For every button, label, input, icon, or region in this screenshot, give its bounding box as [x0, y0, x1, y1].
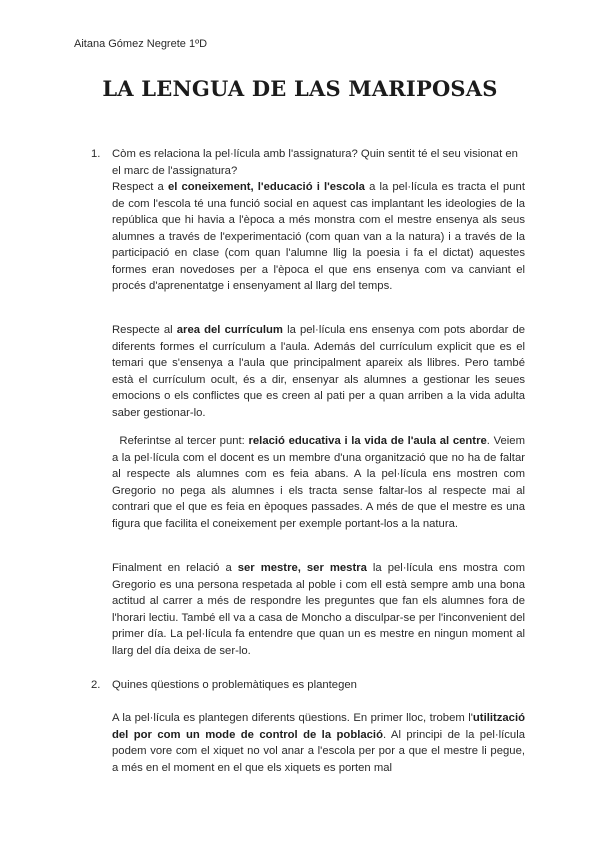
paragraph-text: Respect a	[112, 181, 168, 193]
question-number: 2.	[91, 679, 101, 691]
paragraph-text: Respecte al	[112, 324, 177, 336]
author-header: Aitana Gómez Negrete 1ºD	[74, 38, 208, 50]
paragraph-text: la pel·lícula ens ensenya com pots abordar de diferents formes el currículum a l'aula. Además del currículum explicit que es el temari que s'ensenya a l'aula que principalment apareix als llibres. Pero també està el currículum ocult, és a dir, ensenyar als alumnes a gestionar les seues emocions o els conflictes que es creen al pati per a quan arriben a la vida adulta saber gestionar-lo.	[112, 324, 526, 419]
answer-paragraph-issues	[112, 710, 525, 776]
paragraph-text: . Al principi de la pel·lícula podem vore com el xiquet no vol anar a l'escola per por a que el mestre li pegue, a més en el moment en el que els xiquets es porten mal	[112, 728, 525, 774]
paragraph-highlight: relació educativa i la vida de l'aula al centre	[248, 435, 487, 447]
paragraph-highlight: ser mestre, ser mestra	[237, 562, 367, 574]
answer-paragraph-knowledge	[112, 179, 525, 295]
answer-paragraph-curriculum	[112, 322, 525, 421]
answer-paragraph-classroom	[112, 433, 529, 532]
paragraph-highlight: el coneixement, l'educació i l'escola	[167, 181, 365, 193]
paragraph-text: Finalment en relació a	[112, 562, 238, 574]
answer-paragraph-teacher	[112, 560, 525, 659]
paragraph-text: la pel·lícula ens mostra com Gregorio es una persona respetada al poble i com ell està sempre amb una bona actitud al carrer a més de respondre les preguntes que fan els alumnes fora de l'horari lectiu. També ell va a casa de Moncho a disculpar-se per l'inconvenient del primer día. La pel·lícula fa entendre que quan un es mestre en ningun moment al llarg del día deixa de ser-lo.	[112, 562, 525, 657]
question-number: 1.	[91, 148, 101, 160]
question-text: Quines qüestions o problemàtiques es plantegen	[112, 679, 357, 691]
paragraph-text: a la pel·lícula es tracta el punt de com l'escola té una funció social en aquest cas implantant les ideologies de la república que hi havia a l'època a més monstra com el mestre ensenya als seus alumnes a través de l'experimentació (com quan van a la natura) i a través de la participació en clase (com quan l'alumne llig la poesia i fa el dictat) aquestes formes eran novedoses per a l'època el que ens ensenya com va canviant el procés d'aprenentatge i ensenyament al llarg del temps.	[112, 181, 525, 292]
paragraph-highlight: area del currículum	[176, 324, 283, 336]
paragraph-text: Referintse al tercer punt:	[112, 435, 249, 447]
question-text: Còm es relaciona la pel·lícula amb l'assignatura? Quin sentit té el seu visionat en el marc de l'assignatura?	[112, 148, 518, 177]
paragraph-text: A la pel·lícula es plantegen diferents qüestions. En primer lloc, trobem l'	[112, 712, 473, 724]
paragraph-highlight: utilització del por com un mode de control de la població	[112, 712, 525, 741]
document-title: LA LENGUA DE LAS MARIPOSAS	[102, 76, 498, 101]
paragraph-text: . Veiem a la pel·lícula com el docent es un membre d'una organització que no ha de faltar al respecte als alumnes com es feia abans. A la pel·lícula ens mostren com Gregorio no pega als alumnes i els tracta sense faltar-los al respecte mai al contrari que el que es feia en èpoques passades. A més de que el mestre es una figura que facilita el coneixement per exemple portant-los a la natura.	[112, 435, 529, 530]
